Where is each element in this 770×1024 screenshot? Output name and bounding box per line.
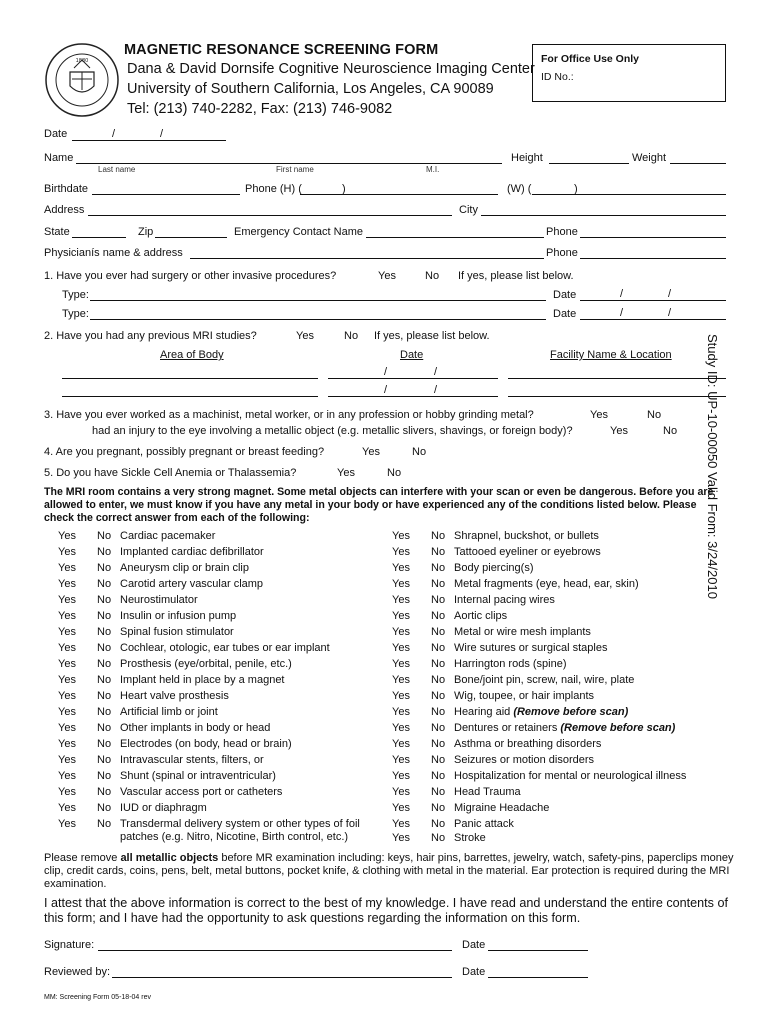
right-no-option[interactable]: No — [431, 786, 446, 798]
mi-caption: M.I. — [426, 165, 440, 174]
date-slash: / — [434, 366, 438, 378]
left-yes-option[interactable]: Yes — [58, 754, 76, 766]
left-checklist-item: IUD or diaphragm — [120, 802, 207, 814]
type-date-field[interactable] — [580, 300, 726, 301]
reviewed-date-field[interactable] — [488, 977, 588, 978]
left-yes-option[interactable]: Yes — [58, 674, 76, 686]
phone-fax: Tel: (213) 740-2282, Fax: (213) 746-9082 — [127, 101, 393, 117]
left-checklist-item: Transdermal delivery system or other types of foil — [120, 818, 360, 830]
facility-field[interactable] — [508, 396, 726, 397]
q2-no[interactable]: No — [344, 330, 359, 342]
right-yes-option[interactable]: Yes — [392, 546, 410, 558]
right-no-option[interactable]: No — [431, 546, 446, 558]
attestation: I attest that the above information is correct to the best of my knowledge. I have read and understand the entire contents of this form; and I have had the opportunity to ask questions regarding the information on this form. — [44, 896, 728, 925]
right-yes-option[interactable]: Yes — [392, 626, 410, 638]
left-no-option[interactable]: No — [97, 786, 112, 798]
signature-date-label: Date — [462, 939, 486, 951]
date-slash: / — [620, 307, 624, 319]
date-slash: / — [668, 307, 672, 319]
type-date-field[interactable] — [580, 319, 726, 320]
left-no-option[interactable]: No — [97, 578, 112, 590]
left-yes-option[interactable]: Yes — [58, 802, 76, 814]
birthdate-field[interactable] — [92, 194, 240, 195]
q1-yes[interactable]: Yes — [378, 270, 396, 282]
q5-no[interactable]: No — [387, 467, 402, 479]
right-yes-option[interactable]: Yes — [392, 802, 410, 814]
right-checklist-item: Internal pacing wires — [454, 594, 555, 606]
left-no-option[interactable]: No — [97, 674, 112, 686]
type-date-label: Date — [553, 289, 577, 301]
phone-home-label: Phone (H) ( — [245, 183, 302, 195]
signature-date-field[interactable] — [488, 950, 588, 951]
question-4: 4. Are you pregnant, possibly pregnant or breast feeding? — [44, 446, 325, 458]
date-field[interactable] — [72, 140, 226, 141]
left-no-option[interactable]: No — [97, 546, 112, 558]
physician-phone-label: Phone — [546, 247, 578, 259]
name-label: Name — [44, 152, 74, 164]
q2-yes[interactable]: Yes — [296, 330, 314, 342]
right-checklist-item: Migraine Headache — [454, 802, 550, 814]
zip-field[interactable] — [155, 237, 227, 238]
removal-post: before MR examination including: keys, hair pins, barrettes, jewelry, watch, safety-pins, paperclips money clip, credit cards, coins, pens, belt, metal buttons, pocket knife, & clothing with metal in the material. Ear protection is required during the MRI examination. — [44, 852, 734, 890]
reviewed-date-label: Date — [462, 966, 486, 978]
height-field[interactable] — [549, 163, 629, 164]
left-yes-option[interactable]: Yes — [58, 690, 76, 702]
right-yes-option[interactable]: Yes — [392, 706, 410, 718]
type-label: Type: — [62, 289, 89, 301]
date-slash: / — [112, 128, 116, 140]
right-no-option[interactable]: No — [431, 658, 446, 670]
right-checklist-item: Metal or wire mesh implants — [454, 626, 591, 638]
left-no-option[interactable]: No — [97, 818, 112, 830]
right-yes-option[interactable]: Yes — [392, 610, 410, 622]
left-checklist-item: Aneurysm clip or brain clip — [120, 562, 249, 574]
right-yes-option[interactable]: Yes — [392, 562, 410, 574]
address-field[interactable] — [88, 215, 452, 216]
type-field[interactable] — [90, 319, 546, 320]
right-no-option[interactable]: No — [431, 642, 446, 654]
type-date-label: Date — [553, 308, 577, 320]
right-yes-option[interactable]: Yes — [392, 786, 410, 798]
right-no-option[interactable]: No — [431, 610, 446, 622]
first-name-caption: First name — [276, 165, 314, 174]
weight-label: Weight — [632, 152, 667, 164]
right-checklist-item: Harrington rods (spine) — [454, 658, 567, 670]
left-no-option[interactable]: No — [97, 530, 112, 542]
q1-no[interactable]: No — [425, 270, 440, 282]
left-yes-option[interactable]: Yes — [58, 610, 76, 622]
right-yes-option[interactable]: Yes — [392, 530, 410, 542]
left-checklist-item: Implanted cardiac defibrillator — [120, 546, 264, 558]
remove-before-scan-note: (Remove before scan) — [560, 722, 676, 734]
center-name: Dana & David Dornsife Cognitive Neuroscience Imaging Center — [127, 61, 535, 77]
left-yes-option[interactable]: Yes — [58, 594, 76, 606]
phone-work-field[interactable] — [532, 194, 726, 195]
right-no-option[interactable]: No — [431, 832, 446, 844]
left-no-option[interactable]: No — [97, 562, 112, 574]
date-slash: / — [620, 288, 624, 300]
left-checklist-item: Cardiac pacemaker — [120, 530, 216, 542]
left-no-option[interactable]: No — [97, 738, 112, 750]
right-yes-option[interactable]: Yes — [392, 594, 410, 606]
paren-close: ) — [342, 183, 346, 195]
q3a-yes[interactable]: Yes — [590, 409, 608, 421]
right-checklist-item: Seizures or motion disorders — [454, 754, 595, 766]
right-checklist-item: Hospitalization for mental or neurological illness — [454, 770, 687, 782]
removal-pre: Please remove — [44, 852, 121, 864]
facility-field[interactable] — [508, 378, 726, 379]
left-checklist-item: patches (e.g. Nitro, Nicotine, Birth control, etc.) — [120, 831, 349, 843]
paren-close: ) — [574, 183, 578, 195]
left-no-option[interactable]: No — [97, 706, 112, 718]
left-no-option[interactable]: No — [97, 642, 112, 654]
form-title: MAGNETIC RESONANCE SCREENING FORM — [124, 42, 439, 58]
right-checklist-item: Asthma or breathing disorders — [454, 738, 602, 750]
left-checklist-item: Shunt (spinal or intraventricular) — [120, 770, 276, 782]
emergency-phone-field[interactable] — [580, 237, 726, 238]
right-yes-option[interactable]: Yes — [392, 642, 410, 654]
left-checklist-item: Spinal fusion stimulator — [120, 626, 234, 638]
left-yes-option[interactable]: Yes — [58, 626, 76, 638]
id-label[interactable]: ID No.: — [541, 71, 574, 83]
right-yes-option[interactable]: Yes — [392, 832, 410, 844]
city-field[interactable] — [481, 215, 726, 216]
left-no-option[interactable]: No — [97, 610, 112, 622]
magnet-warning: The MRI room contains a very strong magnet. Some metal objects can interfere with your scan or even be dangerous. Before you are allowed to enter, we must know if you have any metal in your body or have experienced any of the conditions listed below. Please check the correct answer from each of the following: — [44, 486, 714, 524]
left-checklist-item: Neurostimulator — [120, 594, 198, 606]
left-yes-option[interactable]: Yes — [58, 738, 76, 750]
name-field[interactable] — [76, 163, 502, 164]
height-label: Height — [511, 152, 543, 164]
left-yes-option[interactable]: Yes — [58, 722, 76, 734]
physician-phone-field[interactable] — [580, 258, 726, 259]
right-no-option[interactable]: No — [431, 706, 446, 718]
area-of-body-header: Area of Body — [160, 349, 224, 361]
form-footer: MM: Screening Form 05-18-04 rev — [44, 994, 151, 1001]
right-checklist-item: Panic attack — [454, 818, 514, 830]
right-yes-option[interactable]: Yes — [392, 738, 410, 750]
signature-field[interactable] — [98, 950, 452, 951]
right-no-option[interactable]: No — [431, 722, 446, 734]
left-checklist-item: Implant held in place by a magnet — [120, 674, 285, 686]
right-checklist-item — [454, 706, 628, 718]
question-3b: had an injury to the eye involving a metallic object (e.g. metallic slivers, shavings, or foreign body)? — [92, 425, 573, 437]
right-checklist-item: Head Trauma — [454, 786, 521, 798]
signature-label: Signature: — [44, 939, 95, 951]
date-slash: / — [668, 288, 672, 300]
right-no-option[interactable]: No — [431, 594, 446, 606]
left-checklist-item: Insulin or infusion pump — [120, 610, 237, 622]
right-no-option[interactable]: No — [431, 530, 446, 542]
left-yes-option[interactable]: Yes — [58, 770, 76, 782]
phone-home-field[interactable] — [300, 194, 498, 195]
state-label: State — [44, 226, 70, 238]
left-checklist-item: Other implants in body or head — [120, 722, 271, 734]
physician-field[interactable] — [190, 258, 544, 259]
right-checklist-item: Shrapnel, buckshot, or bullets — [454, 530, 599, 542]
removal-note — [44, 852, 734, 891]
q3b-yes[interactable]: Yes — [610, 425, 628, 437]
facility-header: Facility Name & Location — [550, 349, 672, 361]
question-5: 5. Do you have Sickle Cell Anemia or Thalassemia? — [44, 467, 297, 479]
emergency-contact-label: Emergency Contact Name — [234, 226, 363, 238]
question-3a: 3. Have you ever worked as a machinist, metal worker, or in any profession or hobby grinding metal? — [44, 409, 534, 421]
left-no-option[interactable]: No — [97, 802, 112, 814]
right-yes-option[interactable]: Yes — [392, 658, 410, 670]
left-yes-option[interactable]: Yes — [58, 530, 76, 542]
question-2: 2. Have you had any previous MRI studies? — [44, 330, 257, 342]
right-checklist-item: Body piercing(s) — [454, 562, 534, 574]
left-yes-option[interactable]: Yes — [58, 562, 76, 574]
last-name-caption: Last name — [98, 165, 136, 174]
remove-before-scan-note: (Remove before scan) — [513, 706, 629, 718]
right-checklist-item-text: Dentures or retainers — [454, 722, 561, 734]
left-yes-option[interactable]: Yes — [58, 706, 76, 718]
left-no-option[interactable]: No — [97, 722, 112, 734]
state-field[interactable] — [72, 237, 126, 238]
left-no-option[interactable]: No — [97, 658, 112, 670]
svg-text:1880: 1880 — [75, 58, 89, 64]
birthdate-label: Birthdate — [44, 183, 89, 195]
left-checklist-item: Intravascular stents, filters, or — [120, 754, 264, 766]
right-yes-option[interactable]: Yes — [392, 722, 410, 734]
left-yes-option[interactable]: Yes — [58, 658, 76, 670]
mri-date-field[interactable] — [328, 396, 498, 397]
emergency-contact-field[interactable] — [366, 237, 544, 238]
q3a-no[interactable]: No — [647, 409, 662, 421]
left-checklist-item: Carotid artery vascular clamp — [120, 578, 264, 590]
left-no-option[interactable]: No — [97, 594, 112, 606]
q4-yes[interactable]: Yes — [362, 446, 380, 458]
left-no-option[interactable]: No — [97, 770, 112, 782]
type-field[interactable] — [90, 300, 546, 301]
university-seal-icon — [44, 42, 120, 118]
right-checklist-item: Wig, toupee, or hair implants — [454, 690, 595, 702]
right-checklist-item: Bone/joint pin, screw, nail, wire, plate — [454, 674, 635, 686]
right-no-option[interactable]: No — [431, 802, 446, 814]
zip-label: Zip — [138, 226, 154, 238]
right-yes-option[interactable]: Yes — [392, 578, 410, 590]
left-yes-option[interactable]: Yes — [58, 546, 76, 558]
reviewed-by-field[interactable] — [112, 977, 452, 978]
left-checklist-item: Cochlear, otologic, ear tubes or ear implant — [120, 642, 330, 654]
right-checklist-item: Tattooed eyeliner or eyebrows — [454, 546, 601, 558]
right-no-option[interactable]: No — [431, 818, 446, 830]
right-checklist-item: Aortic clips — [454, 610, 508, 622]
q2-list-note: If yes, please list below. — [374, 330, 490, 342]
right-no-option[interactable]: No — [431, 578, 446, 590]
left-yes-option[interactable]: Yes — [58, 786, 76, 798]
right-yes-option[interactable]: Yes — [392, 818, 410, 830]
left-yes-option[interactable]: Yes — [58, 642, 76, 654]
date-header: Date — [400, 349, 424, 361]
right-no-option[interactable]: No — [431, 738, 446, 750]
area-field[interactable] — [62, 378, 318, 379]
left-checklist-item: Artificial limb or joint — [120, 706, 218, 718]
city-label: City — [459, 204, 478, 216]
q3b-no[interactable]: No — [663, 425, 678, 437]
left-checklist-item: Prosthesis (eye/orbital, penile, etc.) — [120, 658, 292, 670]
removal-bold: all metallic objects — [120, 852, 219, 864]
right-no-option[interactable]: No — [431, 626, 446, 638]
right-checklist-item-text: Hearing aid — [454, 706, 514, 718]
university-address: University of Southern California, Los Angeles, CA 90089 — [127, 81, 494, 97]
date-slash: / — [434, 384, 438, 396]
weight-field[interactable] — [670, 163, 726, 164]
right-no-option[interactable]: No — [431, 674, 446, 686]
office-use-title: For Office Use Only — [541, 53, 640, 65]
right-yes-option[interactable]: Yes — [392, 754, 410, 766]
right-checklist-item — [454, 722, 675, 734]
right-no-option[interactable]: No — [431, 562, 446, 574]
right-no-option[interactable]: No — [431, 754, 446, 766]
date-slash: / — [384, 384, 388, 396]
right-yes-option[interactable]: Yes — [392, 690, 410, 702]
address-label: Address — [44, 204, 85, 216]
study-id-label: Study ID: UP-10-00050 Valid From: 3/24/2010 — [705, 334, 720, 599]
left-yes-option[interactable]: Yes — [58, 818, 76, 830]
right-checklist-item: Stroke — [454, 832, 486, 844]
reviewed-by-label: Reviewed by: — [44, 966, 111, 978]
area-field[interactable] — [62, 396, 318, 397]
left-checklist-item: Electrodes (on body, head or brain) — [120, 738, 292, 750]
mri-date-field[interactable] — [328, 378, 498, 379]
right-yes-option[interactable]: Yes — [392, 770, 410, 782]
right-checklist-item: Metal fragments (eye, head, ear, skin) — [454, 578, 639, 590]
physician-label: Physicianís name & address — [44, 247, 183, 259]
right-checklist-item: Wire sutures or surgical staples — [454, 642, 608, 654]
left-no-option[interactable]: No — [97, 754, 112, 766]
left-checklist-item: Vascular access port or catheters — [120, 786, 283, 798]
left-no-option[interactable]: No — [97, 690, 112, 702]
left-yes-option[interactable]: Yes — [58, 578, 76, 590]
date-slash: / — [160, 128, 164, 140]
right-no-option[interactable]: No — [431, 770, 446, 782]
question-1: 1. Have you ever had surgery or other invasive procedures? — [44, 270, 337, 282]
office-use-box — [532, 44, 726, 102]
type-label: Type: — [62, 308, 89, 320]
phone-work-label: (W) ( — [507, 183, 532, 195]
q4-no[interactable]: No — [412, 446, 427, 458]
q5-yes[interactable]: Yes — [337, 467, 355, 479]
date-label: Date — [44, 128, 68, 140]
right-yes-option[interactable]: Yes — [392, 674, 410, 686]
left-no-option[interactable]: No — [97, 626, 112, 638]
left-checklist-item: Heart valve prosthesis — [120, 690, 229, 702]
emergency-phone-label: Phone — [546, 226, 578, 238]
q1-list-note: If yes, please list below. — [458, 270, 574, 282]
right-no-option[interactable]: No — [431, 690, 446, 702]
date-slash: / — [384, 366, 388, 378]
